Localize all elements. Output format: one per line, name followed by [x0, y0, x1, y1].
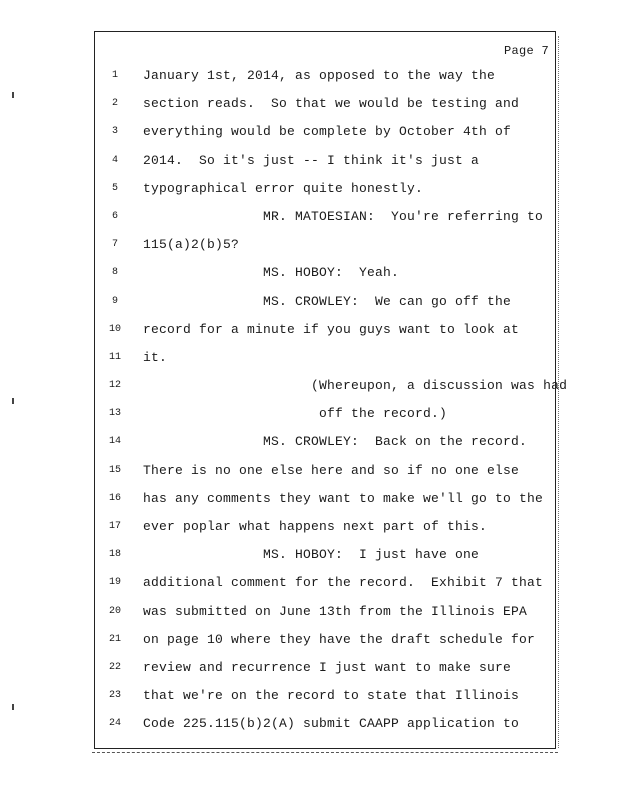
transcript-line: has any comments they want to make we'll go to the — [143, 490, 544, 506]
line-number: 13 — [108, 408, 121, 420]
line-number: 12 — [108, 380, 121, 392]
transcript-line: record for a minute if you guys want to look at — [143, 321, 520, 337]
margin-mark-bottom — [12, 704, 14, 710]
transcript-line: it. — [143, 349, 168, 365]
transcript-line: off the record.) — [143, 406, 448, 422]
line-number: 24 — [108, 718, 121, 730]
line-number: 7 — [111, 239, 118, 251]
transcript-line: 2014. So it's just -- I think it's just a — [143, 152, 480, 168]
line-number: 5 — [111, 182, 118, 194]
line-number: 1 — [111, 70, 118, 81]
transcript-line: on page 10 where they have the draft schedule for — [143, 631, 536, 647]
line-number: 2 — [111, 98, 118, 110]
transcript-line: typographical error quite honestly. — [143, 180, 424, 196]
page-edge-shadow — [558, 36, 559, 748]
line-number: 11 — [108, 351, 121, 363]
line-number: 9 — [111, 295, 118, 307]
transcript-line: ever poplar what happens next part of this. — [143, 519, 488, 534]
line-number: 6 — [111, 210, 118, 222]
line-number: 15 — [108, 464, 121, 476]
line-number: 17 — [108, 521, 121, 532]
bottom-rule — [92, 752, 558, 753]
transcript-text — [143, 66, 568, 743]
transcript-line: section reads. So that we would be testing and — [143, 96, 520, 112]
transcript-line: (Whereupon, a discussion was had — [143, 378, 568, 394]
transcript-line: review and recurrence I just want to make sure — [143, 659, 512, 675]
transcript-line: MS. HOBOY: I just have one — [143, 547, 480, 563]
line-number: 3 — [111, 126, 118, 138]
line-number: 16 — [108, 492, 121, 504]
transcript-line: 115(a)2(b)5? — [143, 237, 240, 253]
transcript-line: that we're on the record to state that Illinois — [143, 688, 520, 704]
line-number: 23 — [108, 690, 121, 702]
line-number: 18 — [108, 549, 121, 561]
line-number: 20 — [108, 605, 121, 617]
line-number: 21 — [108, 633, 121, 645]
line-number: 4 — [111, 154, 118, 166]
line-number: 8 — [111, 267, 118, 279]
margin-mark-middle — [12, 398, 14, 404]
line-number: 14 — [108, 436, 121, 448]
margin-mark-top — [12, 92, 14, 98]
transcript-line: everything would be complete by October 4th of — [143, 124, 512, 140]
transcript-line: MR. MATOESIAN: You're referring to — [143, 208, 544, 224]
transcript-page — [94, 31, 568, 749]
transcript-line: Code 225.115(b)2(A) submit CAAPP application to — [143, 716, 520, 732]
transcript-line: additional comment for the record. Exhibit 7 that — [143, 575, 544, 591]
transcript-line: There is no one else here and so if no one else — [143, 462, 520, 478]
line-number: 22 — [108, 661, 121, 673]
transcript-line: January 1st, 2014, as opposed to the way the — [143, 68, 496, 83]
line-number: 10 — [108, 323, 121, 335]
transcript-line: MS. CROWLEY: We can go off the — [143, 293, 512, 309]
transcript-line: was submitted on June 13th from the Illinois EPA — [143, 603, 528, 619]
transcript-line: MS. HOBOY: Yeah. — [143, 265, 400, 281]
line-number: 19 — [108, 577, 121, 589]
line-number-column — [95, 66, 135, 743]
page-number: Page 7 — [503, 44, 549, 58]
transcript-line: MS. CROWLEY: Back on the record. — [143, 434, 528, 450]
